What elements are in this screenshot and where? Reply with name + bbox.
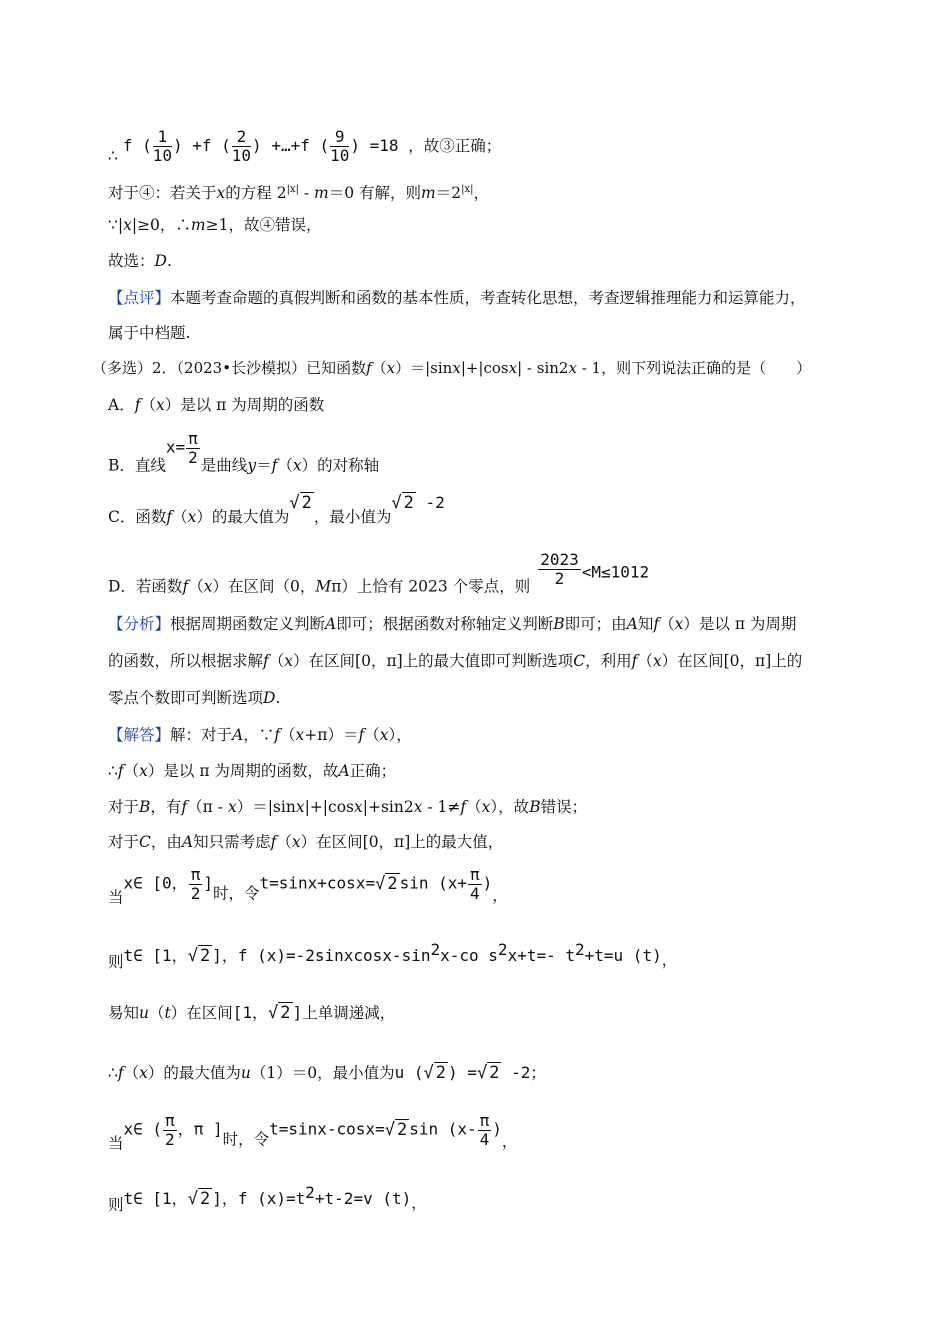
formula-part: x∈ ( [123, 1119, 163, 1139]
formula-part: -2 [415, 493, 445, 512]
numerator: π [470, 865, 480, 884]
text: ），故 [490, 798, 530, 816]
denominator: 2 [554, 569, 565, 588]
formula-part: t=sinx+cosx= [259, 873, 376, 893]
text: - [298, 184, 315, 203]
text: 时，令 [222, 1130, 270, 1149]
var: x [481, 798, 491, 816]
text: 零点个数即可判断选项 [108, 689, 264, 707]
superscript: 2 [575, 940, 585, 959]
numerator: π [190, 865, 201, 884]
text: |+sin2 [362, 798, 414, 816]
text: A． [108, 396, 135, 414]
var: x [139, 1064, 148, 1082]
sqrt: √ 2 [268, 1003, 291, 1023]
denominator: 4 [470, 884, 480, 903]
text: （π - [187, 798, 228, 816]
text: （ [280, 726, 296, 744]
numerator: 2 [232, 128, 251, 147]
var: x [187, 508, 197, 526]
option-d-text [108, 578, 530, 596]
var: x [292, 456, 302, 475]
line-case-4 [108, 180, 489, 203]
analysis-line-3 [108, 688, 280, 708]
text: 即可；由 [564, 615, 627, 633]
numerator: 2023 [540, 550, 579, 569]
text: 知 [637, 615, 654, 633]
fraction [478, 1112, 492, 1149]
line-case-4-conclusion [108, 215, 321, 235]
text: ， [661, 951, 678, 970]
formula-part: ) [492, 1119, 502, 1139]
var: f [358, 726, 365, 744]
fraction [538, 551, 581, 588]
text: ∴ [108, 1064, 118, 1082]
text: 上单调递减， [302, 1004, 396, 1022]
formula-part: x∈ [0， [123, 873, 188, 893]
solution-line-5 [108, 866, 508, 908]
text: （1）＝0，最小值为 [250, 1064, 395, 1082]
radicand: 2 [280, 1003, 291, 1023]
formula-sum [122, 127, 408, 165]
sqrt: √ 2 [391, 493, 414, 513]
formula-part: x+t=- t [507, 946, 575, 966]
var: x [652, 652, 662, 670]
fraction [186, 430, 200, 467]
denominator: 10 [152, 146, 172, 165]
text: （ [268, 652, 285, 670]
text: ，最小值为 [313, 508, 392, 526]
formula-part: <M≤1012 [581, 562, 650, 582]
var: f [182, 577, 189, 596]
text: 易知 [108, 1004, 140, 1022]
text: （ [364, 726, 380, 744]
text: ）＝|sin [395, 359, 453, 377]
var: m [421, 184, 436, 203]
solution-line-9 [108, 1112, 517, 1154]
radicand: 2 [301, 493, 312, 513]
text: | - sin2 [517, 359, 569, 377]
text: ）的最大值为 [196, 508, 290, 526]
analysis-line-1 [108, 614, 796, 634]
formula-part: sin (x+ [399, 873, 468, 893]
var: C [573, 652, 586, 670]
numerator: π [188, 429, 198, 448]
var: B [529, 798, 541, 816]
section-tag: 【点评】 [108, 289, 171, 307]
formula-part: [1， [232, 1003, 269, 1022]
var: x [216, 184, 226, 203]
text: 解：对于 [170, 726, 233, 744]
formula-part: ，π ] [177, 1119, 223, 1139]
formula-part: sin (x- [409, 1119, 477, 1139]
option-b [108, 430, 379, 476]
var: x [379, 726, 389, 744]
var: x [284, 652, 294, 670]
sqrt: √ 2 [423, 1063, 447, 1083]
formula-part: u ( [394, 1063, 424, 1082]
var: x [386, 359, 396, 377]
radicand: 2 [396, 1119, 408, 1140]
var: f [117, 762, 124, 780]
fraction [153, 128, 172, 165]
superscript: 2 [430, 940, 441, 959]
var: D [263, 689, 276, 707]
option-d [108, 551, 649, 597]
text: 错误； [540, 798, 588, 816]
numerator: 1 [153, 128, 172, 147]
var: m [314, 184, 329, 203]
var: m [190, 216, 206, 234]
var: A [232, 726, 244, 744]
var: f [653, 615, 660, 633]
text: π）上恰有 2023 个零点，则 [331, 577, 531, 596]
text: ； [530, 1064, 546, 1082]
solution-line-4 [108, 832, 503, 852]
text: （ [637, 652, 653, 670]
formula-part: t∈ [1， [123, 946, 188, 966]
radicand: 2 [199, 1189, 211, 1210]
var: x [203, 577, 213, 596]
sqrt: √ 2 [375, 873, 398, 894]
var: u [240, 1064, 251, 1082]
sqrt: √ 2 [187, 946, 211, 967]
text: ）在区间[0，π]上的 [661, 652, 803, 670]
text: 的函数，所以根据求解 [108, 652, 264, 670]
text: 本题考查命题的真假判断和函数的基本性质，考查转化思想，考查逻辑推理能力和运算能力， [170, 289, 806, 307]
text: 对于 [108, 833, 140, 851]
fraction [232, 128, 251, 165]
text: ，由 [150, 833, 182, 851]
var: A [626, 615, 638, 633]
text: 时，令 [212, 884, 260, 903]
option-b-tail [201, 457, 379, 475]
text: （ [140, 396, 156, 414]
var: f [117, 1064, 124, 1082]
solution-line-3 [108, 797, 587, 817]
fraction [468, 866, 482, 903]
text: ）在区间 [170, 1004, 233, 1022]
line-sum-conclusion [108, 128, 501, 166]
text: C．函数 [108, 508, 167, 526]
text: 属于中档题. [108, 324, 191, 342]
formula-part: t=sinx-cosx= [269, 1119, 385, 1139]
text: 故选： [108, 252, 155, 270]
formula-part: x= [165, 437, 186, 457]
text: - 1，则下列说法正确的是（ ） [576, 359, 812, 377]
fraction [330, 128, 349, 165]
therefore-symbol: ∴ [108, 147, 118, 165]
var: f [270, 833, 277, 851]
var: f [271, 456, 278, 475]
denominator: 4 [479, 1130, 490, 1149]
text: 当 [108, 888, 124, 907]
text: ）的最大值为 [147, 1064, 241, 1082]
var: f [460, 798, 467, 816]
denominator: 2 [188, 448, 198, 467]
numerator: π [165, 1111, 175, 1130]
text: ， [473, 184, 490, 203]
line-comment [108, 288, 806, 308]
formula-part: ) =18 [350, 136, 399, 155]
line-comment-cont [108, 323, 190, 343]
text: （ [371, 359, 387, 377]
solution-line-10 [108, 1183, 427, 1215]
text: ∵| [108, 216, 124, 234]
superscript: 2 [305, 1183, 315, 1202]
text: ，故③正确； [408, 137, 502, 155]
text: （多选）2．（2023•长沙模拟）已知函数 [92, 359, 367, 377]
text: 则 [108, 1196, 124, 1215]
text: （ [277, 456, 293, 475]
var: A [181, 833, 194, 851]
text: 根据周期函数定义判断 [170, 615, 326, 633]
text: （ [188, 577, 204, 596]
formula-part: -2 [501, 1063, 531, 1082]
analysis-line-2 [108, 651, 802, 671]
text: |+|cos [304, 798, 354, 816]
var: A [325, 615, 337, 633]
radicand: 2 [403, 493, 414, 513]
sqrt: √ 2 [476, 1063, 500, 1083]
superscript: |x| [461, 184, 474, 195]
text: ≥1，故④错误， [205, 216, 322, 234]
fraction [163, 1112, 177, 1149]
var: x [295, 726, 305, 744]
text: ）在区间（0， [212, 577, 316, 596]
text: ）＝|sin [236, 798, 296, 816]
var: x [413, 798, 423, 816]
text: （ [659, 615, 675, 633]
solution-line-8 [108, 1063, 546, 1083]
var: B [553, 615, 565, 633]
superscript: 2 [497, 940, 508, 959]
var: x [139, 762, 148, 780]
solution-line-2 [108, 761, 396, 781]
text: . [166, 252, 172, 270]
numerator: π [479, 1111, 490, 1130]
formula-part: f ( [122, 136, 152, 155]
solution-line-1 [108, 725, 412, 745]
var: C [139, 833, 151, 851]
var: B [139, 798, 151, 816]
text: ，∵ [243, 726, 275, 744]
superscript: |x| [286, 184, 299, 195]
formula-part: ] [292, 1003, 303, 1022]
var: y [247, 456, 257, 475]
formula-part: ) = [448, 1063, 477, 1082]
text: 当 [108, 1134, 124, 1153]
var: A [338, 762, 350, 780]
solution-line-7 [108, 1003, 395, 1023]
text: （ [172, 508, 188, 526]
text: +π）＝ [304, 726, 359, 744]
text: ，有 [150, 798, 182, 816]
var: f [631, 652, 638, 670]
text: （ [276, 833, 292, 851]
var: x [123, 216, 132, 234]
text: . [275, 689, 281, 707]
sqrt: √ 2 [384, 1119, 408, 1140]
radicand: 2 [489, 1063, 500, 1083]
var: f [274, 726, 280, 744]
radicand: 2 [199, 946, 211, 967]
var: f [166, 508, 173, 526]
formula-part: ] [203, 873, 213, 893]
var: u [139, 1004, 149, 1022]
var: f [181, 798, 188, 816]
text: |+|cos [460, 359, 509, 377]
question-stem [92, 358, 811, 378]
text: 知只需考虑 [193, 833, 271, 851]
formula-part: ) +…+f ( [252, 136, 330, 155]
var: x [568, 359, 577, 377]
var: x [353, 798, 363, 816]
text: ∴ [108, 762, 118, 780]
option-c-text [108, 508, 289, 526]
text: （ [123, 1064, 140, 1082]
text: ＝2 [435, 184, 462, 203]
var: x [452, 359, 461, 377]
sqrt: √ 2 [289, 493, 312, 513]
text: 即可；根据函数对称轴定义判断 [336, 615, 554, 633]
fraction [189, 866, 203, 903]
var: x [674, 615, 684, 633]
text: ）是以 π 为周期的函数 [164, 396, 325, 414]
formula-part: +t-2=v (t) [314, 1189, 412, 1209]
var: t [164, 1004, 171, 1022]
var: x [295, 798, 305, 816]
denominator: 10 [231, 146, 252, 165]
text: 是曲线 [200, 456, 248, 475]
var: x [227, 798, 237, 816]
option-a [108, 395, 324, 415]
formula-part: ) +f ( [172, 136, 231, 155]
radicand: 2 [435, 1063, 447, 1083]
denominator: 2 [190, 884, 201, 903]
solution-line-6 [108, 940, 677, 972]
section-tag: 【解答】 [108, 726, 171, 744]
sqrt: √ 2 [187, 1189, 211, 1210]
var: f [263, 652, 269, 670]
text: ）的对称轴 [301, 456, 380, 475]
formula-part: t∈ [1， [123, 1189, 188, 1209]
var: M [315, 577, 332, 596]
text: ，利用 [585, 652, 632, 670]
text: D．若函数 [108, 577, 183, 596]
text: ）是以 π 为周期 [683, 615, 797, 633]
numerator: 9 [330, 128, 349, 147]
denominator: 10 [330, 146, 350, 165]
radicand: 2 [387, 873, 398, 894]
text: ， [492, 886, 508, 905]
text: ）， [388, 726, 412, 744]
text: ）在区间[0，π]上的最大值即可判断选项 [293, 652, 574, 670]
text: ＝ [256, 456, 272, 475]
var: D [154, 252, 167, 270]
var: f [366, 359, 372, 377]
option-c [108, 493, 445, 527]
var: f [134, 396, 141, 414]
formula-part: x-co s [440, 946, 498, 966]
var: x [291, 833, 301, 851]
denominator: 2 [165, 1130, 175, 1149]
line-answer [108, 251, 172, 271]
text: ）在区间[0，π]上的最大值， [300, 833, 504, 851]
text: 对于④：若关于 [108, 184, 217, 203]
text: （ [123, 762, 140, 780]
formula-part: ]，f (x)=-2sinxcosx-sin [212, 946, 431, 966]
text: （ [466, 798, 482, 816]
text: ）是以 π 为周期的函数，故 [147, 762, 339, 780]
text: ＝0 有解，则 [328, 184, 422, 203]
text: - 1≠ [422, 798, 461, 816]
text: |≥0，∴ [131, 216, 191, 234]
text: （ [149, 1004, 165, 1022]
section-tag: 【分析】 [108, 615, 171, 633]
text: 的方程 2 [225, 184, 287, 203]
formula-part: ) [482, 873, 493, 893]
formula-part: ]，f (x)=t [212, 1189, 306, 1209]
text: ， [501, 1132, 518, 1151]
formula-part: +t=u (t) [584, 946, 662, 966]
text: 正确； [349, 762, 397, 780]
var: x [155, 396, 165, 414]
var: x [508, 359, 518, 377]
text: ， [411, 1194, 427, 1213]
text: B．直线 [108, 456, 166, 475]
text: 则 [108, 953, 124, 972]
text: 对于 [108, 798, 140, 816]
